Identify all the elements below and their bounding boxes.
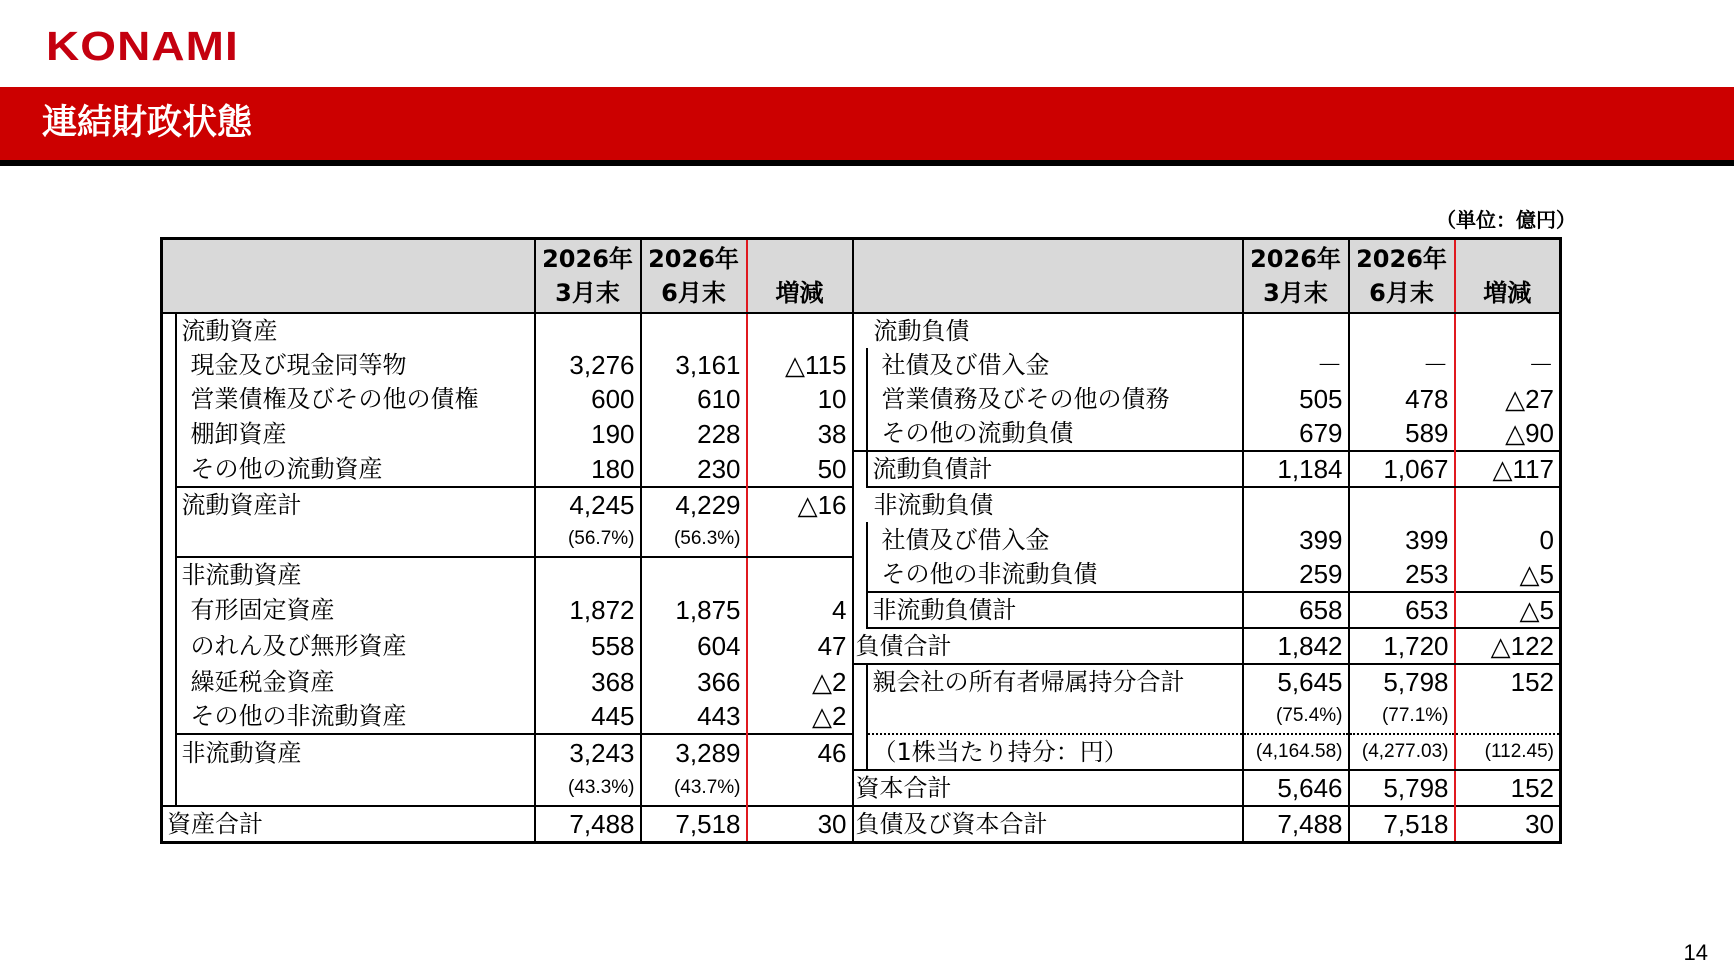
table-row bbox=[162, 664, 1561, 699]
table-row bbox=[162, 806, 1561, 843]
noncurrent-liab-total-jun: 653 bbox=[1349, 592, 1455, 628]
other-noncurrent-assets-change: △2 bbox=[747, 699, 853, 734]
inventory-mar: 190 bbox=[535, 416, 641, 451]
current-assets-total-jun: 4,229 bbox=[641, 487, 747, 522]
payables-jun: 478 bbox=[1349, 382, 1455, 416]
liab-total-jun: 1,720 bbox=[1349, 628, 1455, 664]
page-title: 連結財政状態 bbox=[42, 103, 253, 143]
noncurrent-assets-total-change: 46 bbox=[747, 734, 853, 770]
goodwill-label: のれん及び無形資産 bbox=[176, 628, 535, 664]
receivables-change: 10 bbox=[747, 382, 853, 416]
balance-sheet-table bbox=[160, 237, 1562, 844]
current-assets-total-change: △16 bbox=[747, 487, 853, 522]
table-row bbox=[162, 522, 1561, 557]
noncurrent-assets-heading: 非流動資産 bbox=[176, 557, 535, 592]
table-row bbox=[162, 487, 1561, 522]
ppe-mar: 1,872 bbox=[535, 592, 641, 628]
noncurrent-liabilities-heading: 非流動負債 bbox=[853, 487, 1243, 522]
nc-bonds-jun: 399 bbox=[1349, 522, 1455, 557]
payables-mar: 505 bbox=[1243, 382, 1349, 416]
header-mar-right: 2026年 3月末 bbox=[1243, 239, 1349, 314]
goodwill-jun: 604 bbox=[641, 628, 747, 664]
bonds-label: 社債及び借入金 bbox=[867, 348, 1243, 382]
other-noncurrent-liab-change: △5 bbox=[1519, 559, 1554, 589]
other-noncurrent-liab-jun: 253 bbox=[1349, 557, 1455, 592]
deferred-tax-jun: 366 bbox=[641, 664, 747, 699]
other-noncurrent-assets-jun: 443 bbox=[641, 699, 747, 734]
deferred-tax-change: △2 bbox=[747, 664, 853, 699]
nc-bonds-change: 0 bbox=[1539, 524, 1554, 555]
table-row bbox=[162, 770, 1561, 806]
cash-label: 現金及び現金同等物 bbox=[176, 348, 535, 382]
per-share-label: （1株当たり持分：円） bbox=[867, 734, 1243, 770]
parent-equity-label: 親会社の所有者帰属持分合計 bbox=[867, 664, 1243, 699]
per-share-change: (112.45) bbox=[1455, 734, 1561, 770]
other-noncurrent-assets-label: その他の非流動資産 bbox=[176, 699, 535, 734]
table-header-row bbox=[162, 239, 1561, 314]
other-noncurrent-liab-mar: 259 bbox=[1243, 557, 1349, 592]
table-row bbox=[162, 557, 1561, 592]
deferred-tax-mar: 368 bbox=[535, 664, 641, 699]
per-share-jun: (4,277.03) bbox=[1349, 734, 1455, 770]
payables-change: △27 bbox=[1505, 384, 1554, 414]
grand-total-jun: 7,518 bbox=[1349, 806, 1455, 843]
header-change-left: 増減 bbox=[747, 239, 853, 314]
other-noncurrent-liab-label: その他の非流動負債 bbox=[867, 557, 1243, 592]
cash-jun: 3,161 bbox=[641, 348, 747, 382]
table-row bbox=[162, 313, 1561, 348]
parent-equity-pct-jun: (77.1%) bbox=[1349, 699, 1455, 734]
current-assets-total-mar: 4,245 bbox=[535, 487, 641, 522]
title-band bbox=[0, 87, 1734, 166]
receivables-label: 営業債権及びその他の債権 bbox=[176, 382, 535, 416]
header-change-right: 増減 bbox=[1455, 239, 1561, 314]
parent-equity-mar: 5,645 bbox=[1243, 664, 1349, 699]
ppe-jun: 1,875 bbox=[641, 592, 747, 628]
current-liab-total-change: △117 bbox=[1455, 451, 1561, 487]
goodwill-mar: 558 bbox=[535, 628, 641, 664]
other-current-assets-label: その他の流動資産 bbox=[176, 451, 535, 487]
noncurrent-assets-total-mar: 3,243 bbox=[535, 734, 641, 770]
table-row bbox=[162, 628, 1561, 664]
inventory-label: 棚卸資産 bbox=[176, 416, 535, 451]
header-jun-right: 2026年 6月末 bbox=[1349, 239, 1455, 314]
current-liab-total-label: 流動負債計 bbox=[867, 451, 1243, 487]
inventory-change: 38 bbox=[747, 416, 853, 451]
noncurrent-assets-total-jun: 3,289 bbox=[641, 734, 747, 770]
equity-total-mar: 5,646 bbox=[1243, 770, 1349, 806]
cash-mar: 3,276 bbox=[535, 348, 641, 382]
grand-total-change: 30 bbox=[1455, 806, 1561, 843]
receivables-mar: 600 bbox=[535, 382, 641, 416]
assets-total-mar: 7,488 bbox=[535, 806, 641, 843]
header-blank-right bbox=[853, 239, 1243, 314]
other-current-liab-change: △90 bbox=[1505, 418, 1554, 448]
liab-total-change: △122 bbox=[1455, 628, 1561, 664]
ppe-label: 有形固定資産 bbox=[176, 592, 535, 628]
other-noncurrent-assets-mar: 445 bbox=[535, 699, 641, 734]
noncurrent-assets-pct-mar: (43.3%) bbox=[535, 770, 641, 806]
grand-total-label: 負債及び資本合計 bbox=[853, 806, 1243, 843]
noncurrent-liab-total-label: 非流動負債計 bbox=[867, 592, 1243, 628]
payables-label: 営業債務及びその他の債務 bbox=[867, 382, 1243, 416]
bonds-mar: － bbox=[1243, 348, 1349, 382]
nc-bonds-label: 社債及び借入金 bbox=[867, 522, 1243, 557]
current-assets-pct-jun: (56.3%) bbox=[641, 522, 747, 557]
assets-total-change: 30 bbox=[747, 806, 853, 843]
current-liabilities-heading: 流動負債 bbox=[853, 313, 1243, 348]
equity-total-jun: 5,798 bbox=[1349, 770, 1455, 806]
table-row bbox=[162, 416, 1561, 451]
equity-total-change: 152 bbox=[1510, 773, 1554, 803]
parent-equity-jun: 5,798 bbox=[1349, 664, 1455, 699]
unit-note: （単位：億円） bbox=[1436, 208, 1576, 232]
table-row bbox=[162, 348, 1561, 382]
header-mar-left: 2026年 3月末 bbox=[535, 239, 641, 314]
grand-total-mar: 7,488 bbox=[1243, 806, 1349, 843]
assets-total-label: 資産合計 bbox=[162, 806, 535, 843]
cash-change: △115 bbox=[747, 348, 853, 382]
current-assets-pct-mar: (56.7%) bbox=[535, 522, 641, 557]
equity-total-label: 資本合計 bbox=[853, 770, 1243, 806]
noncurrent-assets-total-label: 非流動資産 bbox=[176, 734, 535, 770]
liab-total-label: 負債合計 bbox=[853, 628, 1243, 664]
header-jun-left: 2026年 6月末 bbox=[641, 239, 747, 314]
current-assets-total-label: 流動資産計 bbox=[176, 487, 535, 522]
noncurrent-liab-total-change: △5 bbox=[1455, 592, 1561, 628]
goodwill-change: 47 bbox=[747, 628, 853, 664]
other-current-assets-change: 50 bbox=[747, 451, 853, 487]
header-blank-left bbox=[162, 239, 535, 314]
current-liab-total-jun: 1,067 bbox=[1349, 451, 1455, 487]
parent-equity-pct-mar: (75.4%) bbox=[1243, 699, 1349, 734]
deferred-tax-label: 繰延税金資産 bbox=[176, 664, 535, 699]
table-row bbox=[162, 382, 1561, 416]
konami-logo: KONAMI bbox=[46, 23, 239, 69]
other-current-liab-jun: 589 bbox=[1349, 416, 1455, 451]
table-row bbox=[162, 451, 1561, 487]
per-share-mar: (4,164.58) bbox=[1243, 734, 1349, 770]
current-assets-heading: 流動資産 bbox=[176, 313, 535, 348]
other-current-liab-label: その他の流動負債 bbox=[867, 416, 1243, 451]
parent-equity-change: 152 bbox=[1510, 667, 1554, 697]
bonds-change: － bbox=[1527, 350, 1554, 380]
table-row bbox=[162, 734, 1561, 770]
page-number: 14 bbox=[1683, 940, 1708, 965]
ppe-change: 4 bbox=[747, 592, 853, 628]
bonds-jun: － bbox=[1349, 348, 1455, 382]
inventory-jun: 228 bbox=[641, 416, 747, 451]
noncurrent-liab-total-mar: 658 bbox=[1243, 592, 1349, 628]
current-liab-total-mar: 1,184 bbox=[1243, 451, 1349, 487]
nc-bonds-mar: 399 bbox=[1243, 522, 1349, 557]
other-current-assets-mar: 180 bbox=[535, 451, 641, 487]
liab-total-mar: 1,842 bbox=[1243, 628, 1349, 664]
table-row bbox=[162, 592, 1561, 628]
other-current-liab-mar: 679 bbox=[1243, 416, 1349, 451]
other-current-assets-jun: 230 bbox=[641, 451, 747, 487]
assets-total-jun: 7,518 bbox=[641, 806, 747, 843]
receivables-jun: 610 bbox=[641, 382, 747, 416]
table-row bbox=[162, 699, 1561, 734]
noncurrent-assets-pct-jun: (43.7%) bbox=[641, 770, 747, 806]
